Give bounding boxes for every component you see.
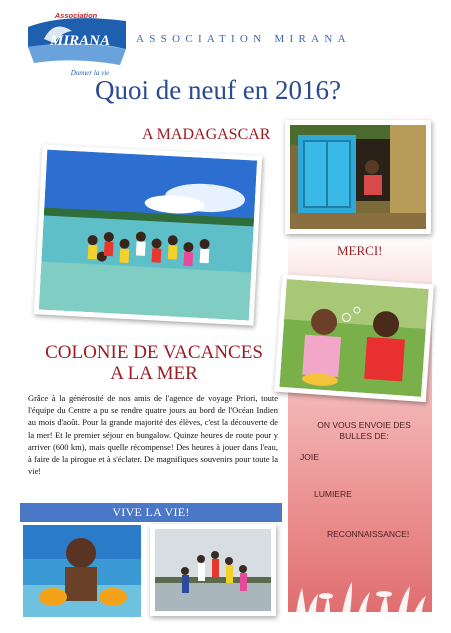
section-title-colonie: COLONIE DE VACANCES A LA MER [45,342,263,384]
bubble-item-lumiere: LUMIERE [314,489,352,499]
bubble-item-joie: JOIE [300,452,319,462]
article-body: Grâce à la générosité de nos amis de l'agence de voyage Priori, toute l'équipe du Centre a pu se rendre quatre jours au bord de l'Océan Indien au mois d'août. Pour la grande majorité des élèves, c'est la découverte de la mer! Et le premier séjour en bungalow. Quinze heures de route pour y arriver (600 km), mais quelle récompense! Des heures à jouer dans l'eau, à faire de la pirogue et à s'éclater. De magnifiques souvenirs pour toute la vie! [28,393,278,477]
photo-kid-floaties [23,525,141,617]
page-title: Quoi de neuf en 2016? [95,75,341,105]
flower-silhouette-icon [288,578,432,614]
photo-beach-group [34,144,263,325]
section-title-madagascar: A MADAGASCAR [142,126,271,143]
section-title-merci: MERCI! [337,243,383,258]
svg-text:Association: Association [54,11,98,20]
photo-hut-window [285,120,431,234]
association-logo [24,9,130,81]
bubble-item-reconnaissance: RECONNAISSANCE! [327,529,410,539]
photo-beach-jump [150,524,276,616]
bubbles-intro: ON VOUS ENVOIE DES BULLES DE: [317,420,411,441]
photo-bubbles-kids [274,274,434,402]
org-name: ASSOCIATION MIRANA [136,33,351,45]
svg-text:MIRANA: MIRANA [49,33,111,49]
vive-banner-label: VIVE LA VIE! [112,505,190,519]
svg-text:Donner la vie: Donner la vie [70,69,110,77]
